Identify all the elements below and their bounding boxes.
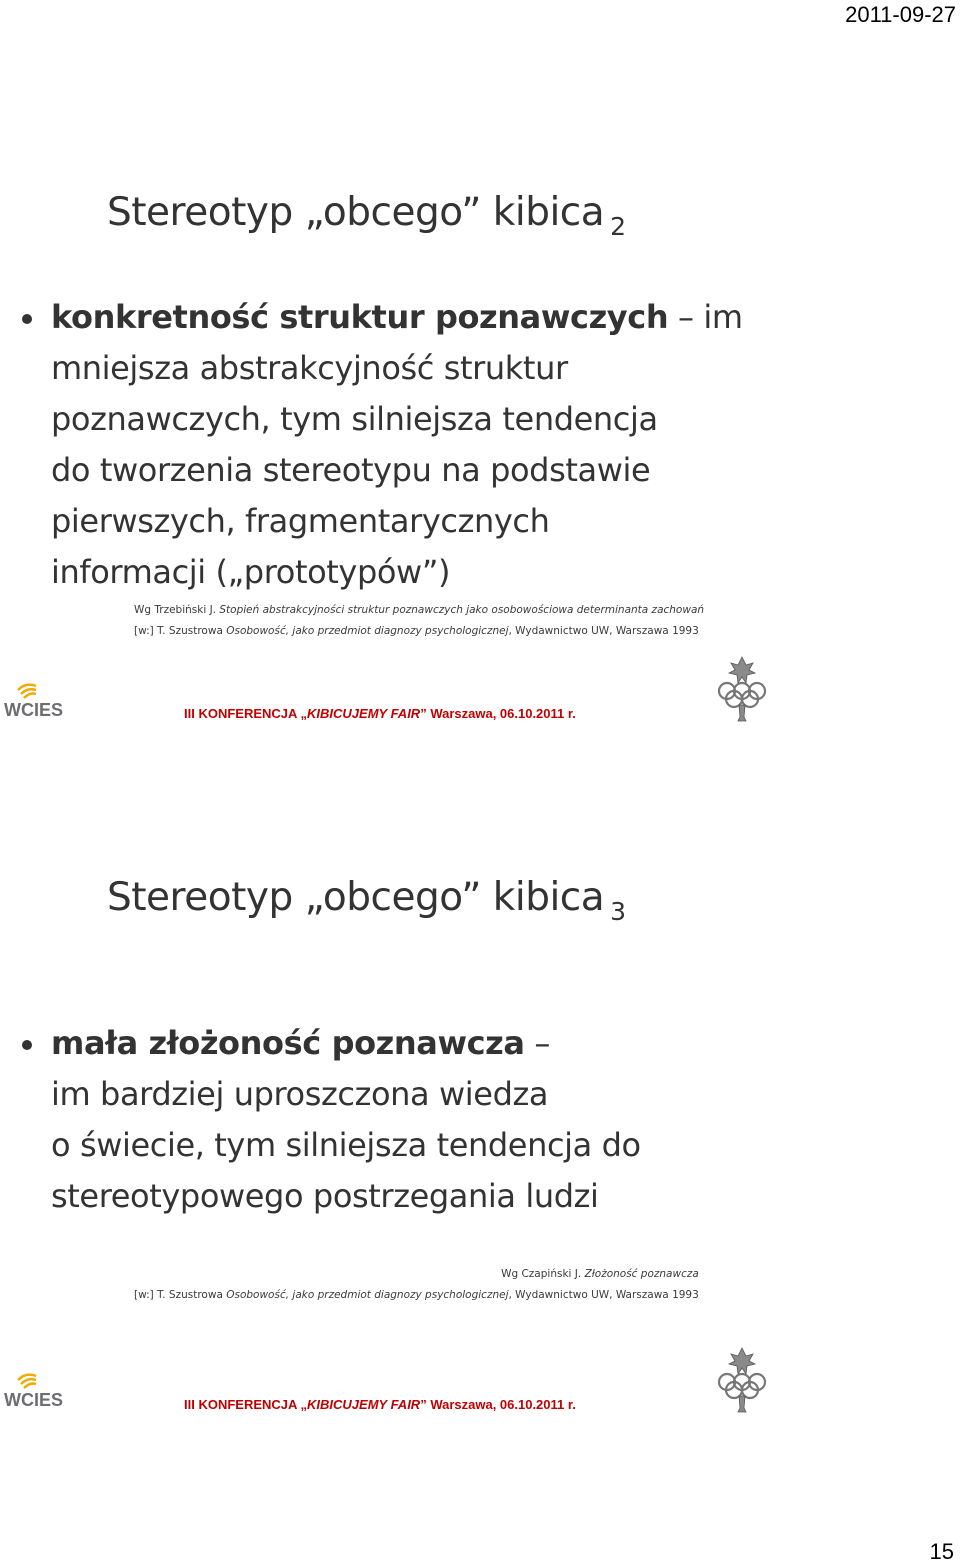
bullet-line-4: do tworzenia stereotypu na podstawie (51, 451, 651, 489)
slide-title-text: Stereotyp „obcego” kibica (107, 875, 605, 920)
bullet-text (51, 292, 918, 598)
source-citation (134, 1264, 699, 1306)
page-date: 2011-09-27 (845, 2, 956, 27)
bullet-lead: mała złożoność poznawcza (51, 1024, 525, 1062)
bullet-line-3: poznawczych, tym silniejsza tendencja (51, 400, 658, 438)
slide-title-number: 3 (610, 897, 626, 926)
bullet-text (51, 1018, 918, 1222)
bullet-line-2: mniejsza abstrakcyjność struktur (51, 349, 568, 387)
source-line-2: [w:] T. Szustrowa Osobowość, jako przedmiot diagnozy psychologicznej, Wydawnictwo UW, Warszawa 1993 (134, 625, 699, 637)
slide-title (107, 190, 626, 241)
conference-footer: III KONFERENCJA „KIBICUJEMY FAIR” Warszawa, 06.10.2011 r. (184, 706, 576, 721)
source-line-2: [w:] T. Szustrowa Osobowość, jako przedmiot diagnozy psychologicznej, Wydawnictwo UW, Warszawa 1993 (134, 1289, 699, 1301)
bullet-icon (22, 1040, 32, 1050)
source-line-1: Wg Trzebiński J. Stopień abstrakcyjności struktur poznawczych jako osobowościowa determinanta zachowań (134, 604, 705, 616)
slide-title-number: 2 (610, 212, 626, 241)
bullet-point (18, 292, 918, 598)
source-line-1: Wg Czapiński J. Złożoność poznawcza (501, 1268, 699, 1280)
bullet-line-4: stereotypowego postrzegania ludzi (51, 1177, 599, 1215)
wcies-logo-icon (4, 1370, 64, 1410)
bullet-line-1: konkretność struktur poznawczych – im (51, 298, 743, 336)
conference-footer: III KONFERENCJA „KIBICUJEMY FAIR” Warszawa, 06.10.2011 r. (184, 1397, 576, 1412)
slide-1 (0, 0, 960, 721)
logo-text: WCIES (4, 1390, 64, 1410)
slide-title (107, 875, 626, 926)
bullet-line-3: o świecie, tym silniejsza tendencja do (51, 1126, 641, 1164)
bullet-point (18, 1018, 918, 1222)
bullet-icon (22, 314, 32, 324)
page-number: 15 (929, 1539, 954, 1564)
slide-2 (0, 690, 960, 1412)
bullet-line-6: informacji („prototypów”) (51, 553, 451, 591)
bullet-line-5: pierwszych, fragmentarycznych (51, 502, 550, 540)
olympic-emblem-icon (713, 1346, 771, 1416)
slide-title-text: Stereotyp „obcego” kibica (107, 190, 605, 235)
source-citation (134, 600, 704, 642)
bullet-lead: konkretność struktur poznawczych (51, 298, 669, 336)
bullet-line-2: im bardziej uproszczona wiedza (51, 1075, 549, 1113)
logo-text: WCIES (4, 700, 64, 720)
bullet-line-1: mała złożoność poznawcza – (51, 1024, 550, 1062)
